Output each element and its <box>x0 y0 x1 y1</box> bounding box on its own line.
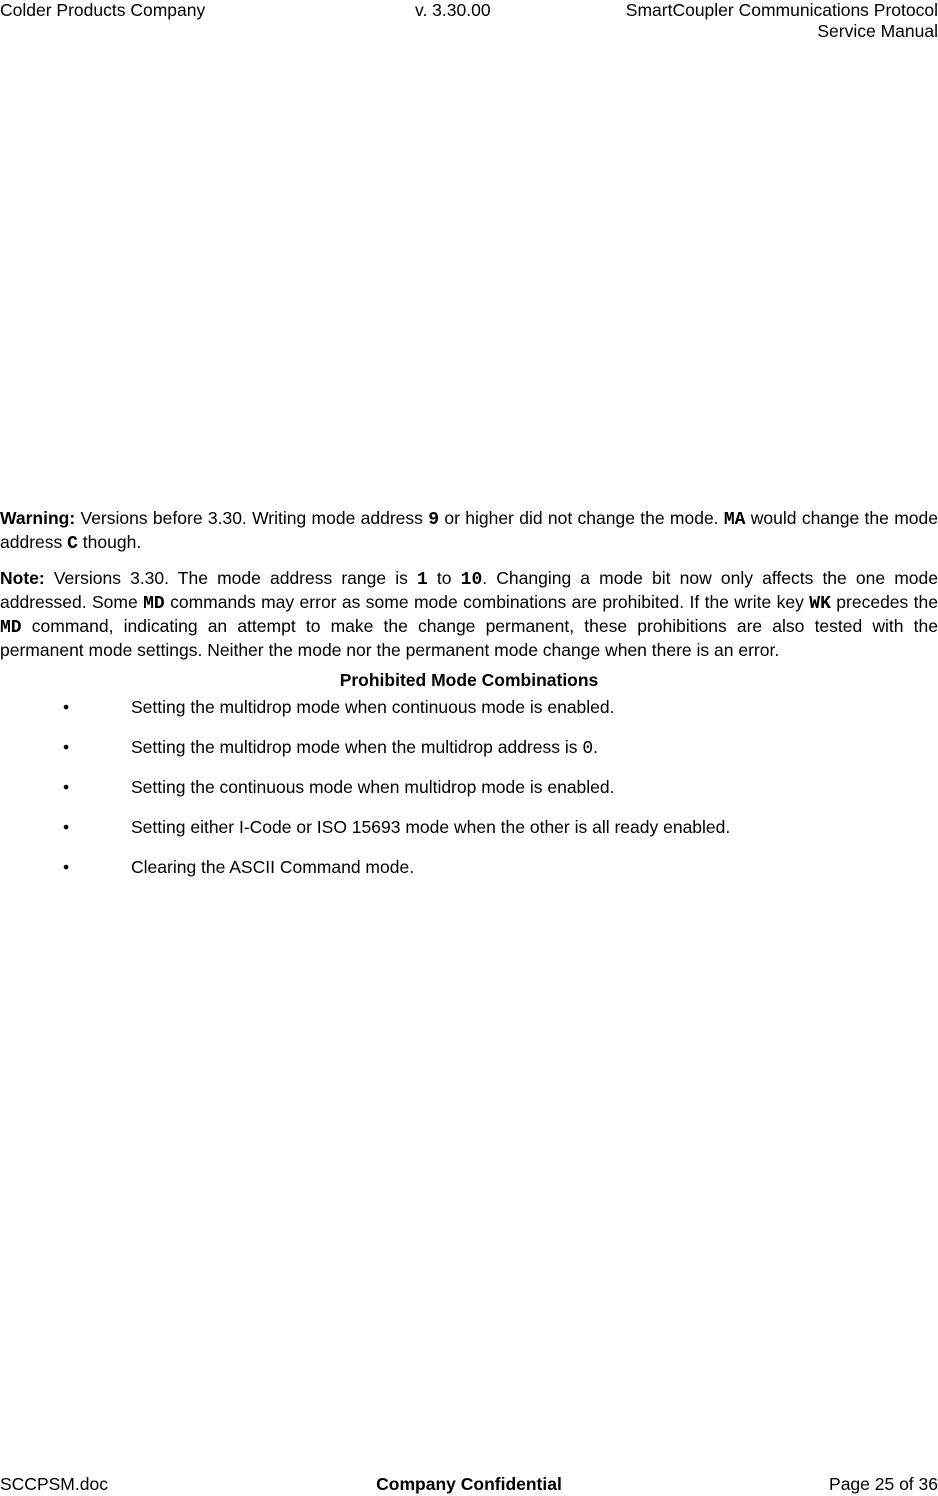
note-paragraph <box>0 567 938 661</box>
note-text: . Changing a mode bit now only affects the one mode addressed. Some <box>0 568 938 612</box>
list-item-text: Setting the continuous mode when multidrop mode is enabled. <box>131 777 615 797</box>
warning-code-9: 9 <box>428 510 440 530</box>
page-header <box>0 0 938 48</box>
note-code-1: 1 <box>417 570 428 590</box>
list-item <box>0 776 938 816</box>
note-text: commands may error as some mode combinations are prohibited. If the write key <box>164 592 810 612</box>
warning-text: or higher did not change the mode. <box>439 508 724 528</box>
list-item <box>0 856 938 896</box>
list-item <box>0 736 938 776</box>
note-text: precedes the <box>830 592 938 612</box>
header-company: Colder Products Company <box>0 0 206 20</box>
note-code-10: 10 <box>460 570 483 590</box>
list-item-text: Setting the multidrop mode when continuous mode is enabled. <box>131 697 615 717</box>
note-label: Note: <box>0 568 45 588</box>
page-content <box>0 507 938 896</box>
header-title-line2: Service Manual <box>817 21 938 41</box>
warning-label: Warning: <box>0 508 76 528</box>
note-text: to <box>427 568 461 588</box>
footer-doc-name: SCCPSM.doc <box>0 1474 108 1494</box>
header-version: v. 3.30.00 <box>415 0 491 20</box>
warning-code-c: C <box>67 534 78 554</box>
header-title-line1: SmartCoupler Communications Protocol <box>625 0 938 20</box>
note-text: Versions 3.30. The mode address range is <box>44 568 417 588</box>
list-item-code: 0 <box>582 739 594 759</box>
list-item-tail: . <box>593 737 599 757</box>
list-item-text: Setting the multidrop mode when the multidrop address is <box>131 737 583 757</box>
note-code-md: MD <box>0 618 22 638</box>
footer-confidential: Company Confidential <box>376 1474 562 1494</box>
warning-paragraph <box>0 507 938 555</box>
warning-code-ma: MA <box>723 510 746 530</box>
note-text: command, indicating an attempt to make the change permanent, these prohibitions are also tested with the permanent mode settings. Neither the mode nor the permanent mode change when there is an error. <box>0 616 938 660</box>
warning-text: though. <box>77 532 142 552</box>
note-code-wk: WK <box>809 594 831 614</box>
list-item <box>0 816 938 856</box>
bullet-icon: • <box>63 857 70 877</box>
bullet-icon: • <box>63 697 70 717</box>
prohibited-list <box>0 696 938 896</box>
list-item <box>0 696 938 736</box>
prohibited-title: Prohibited Mode Combinations <box>339 670 599 690</box>
bullet-icon: • <box>63 817 70 837</box>
note-code-md: MD <box>143 594 165 614</box>
header-title <box>626 0 938 42</box>
footer-page-number: Page 25 of 36 <box>829 1474 938 1494</box>
bullet-icon: • <box>63 777 70 797</box>
list-item-text: Setting either I-Code or ISO 15693 mode when the other is all ready enabled. <box>131 817 731 837</box>
bullet-icon: • <box>63 737 70 757</box>
list-item-text: Clearing the ASCII Command mode. <box>131 857 415 877</box>
warning-text: would change the mode address <box>0 508 938 552</box>
warning-text: Versions before 3.30. Writing mode address <box>75 508 429 528</box>
